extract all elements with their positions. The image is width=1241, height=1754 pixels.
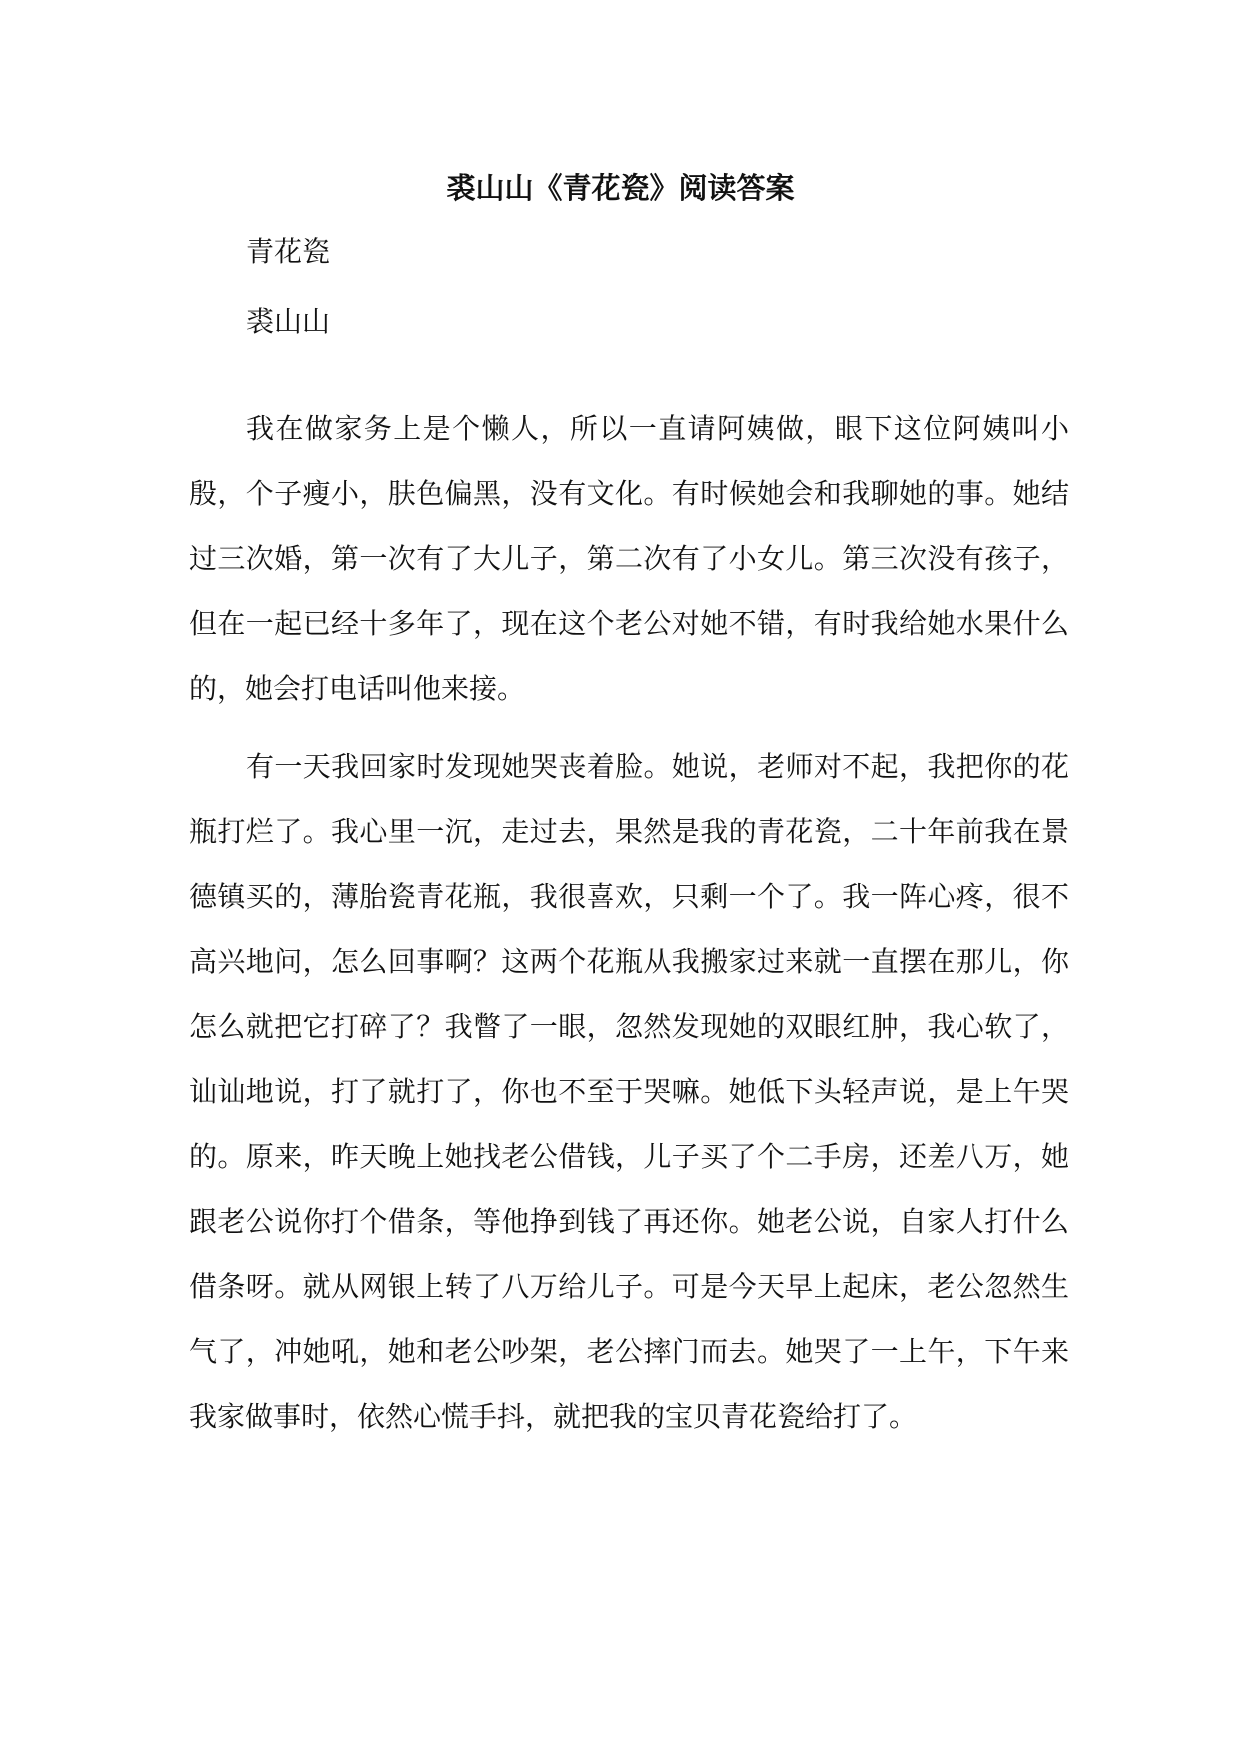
paragraph-1: 我在做家务上是个懒人，所以一直请阿姨做，眼下这位阿姨叫小殷，个子瘦小，肤色偏黑，没有文化。有时候她会和我聊她的事。她结过三次婚，第一次有了大儿子，第二次有了小女儿。第三次没有孩子，但在一起已经十多年了，现在这个老公对她不错，有时我给她水果什么的，她会打电话叫他来接。 — [189, 412, 1069, 705]
paragraph-2: 有一天我回家时发现她哭丧着脸。她说，老师对不起，我把你的花瓶打烂了。我心里一沉，走过去，果然是我的青花瓷，二十年前我在景德镇买的，薄胎瓷青花瓶，我很喜欢，只剩一个了。我一阵心疼，很不高兴地问，怎么回事啊？这两个花瓶从我搬家过来就一直摆在那儿，你怎么就把它打碎了？我瞥了一眼，忽然发现她的双眼红肿，我心软了，讪讪地说，打了就打了，你也不至于哭嘛。她低下头轻声说，是上午哭的。原来，昨天晚上她找老公借钱，儿子买了个二手房，还差八万，她跟老公说你打个借条，等他挣到钱了再还你。她老公说，自家人打什么借条呀。就从网银上转了八万给儿子。可是今天早上起床，老公忽然生气了，冲她吼，她和老公吵架，老公摔门而去。她哭了一上午，下午来我家做事时，依然心慌手抖，就把我的宝贝青花瓷给打了。 — [189, 750, 1069, 1433]
author-name: 裘山山 — [246, 305, 331, 338]
article-title: 青花瓷 — [246, 235, 331, 268]
document-title: 裘山山《青花瓷》阅读答案 — [446, 171, 795, 205]
